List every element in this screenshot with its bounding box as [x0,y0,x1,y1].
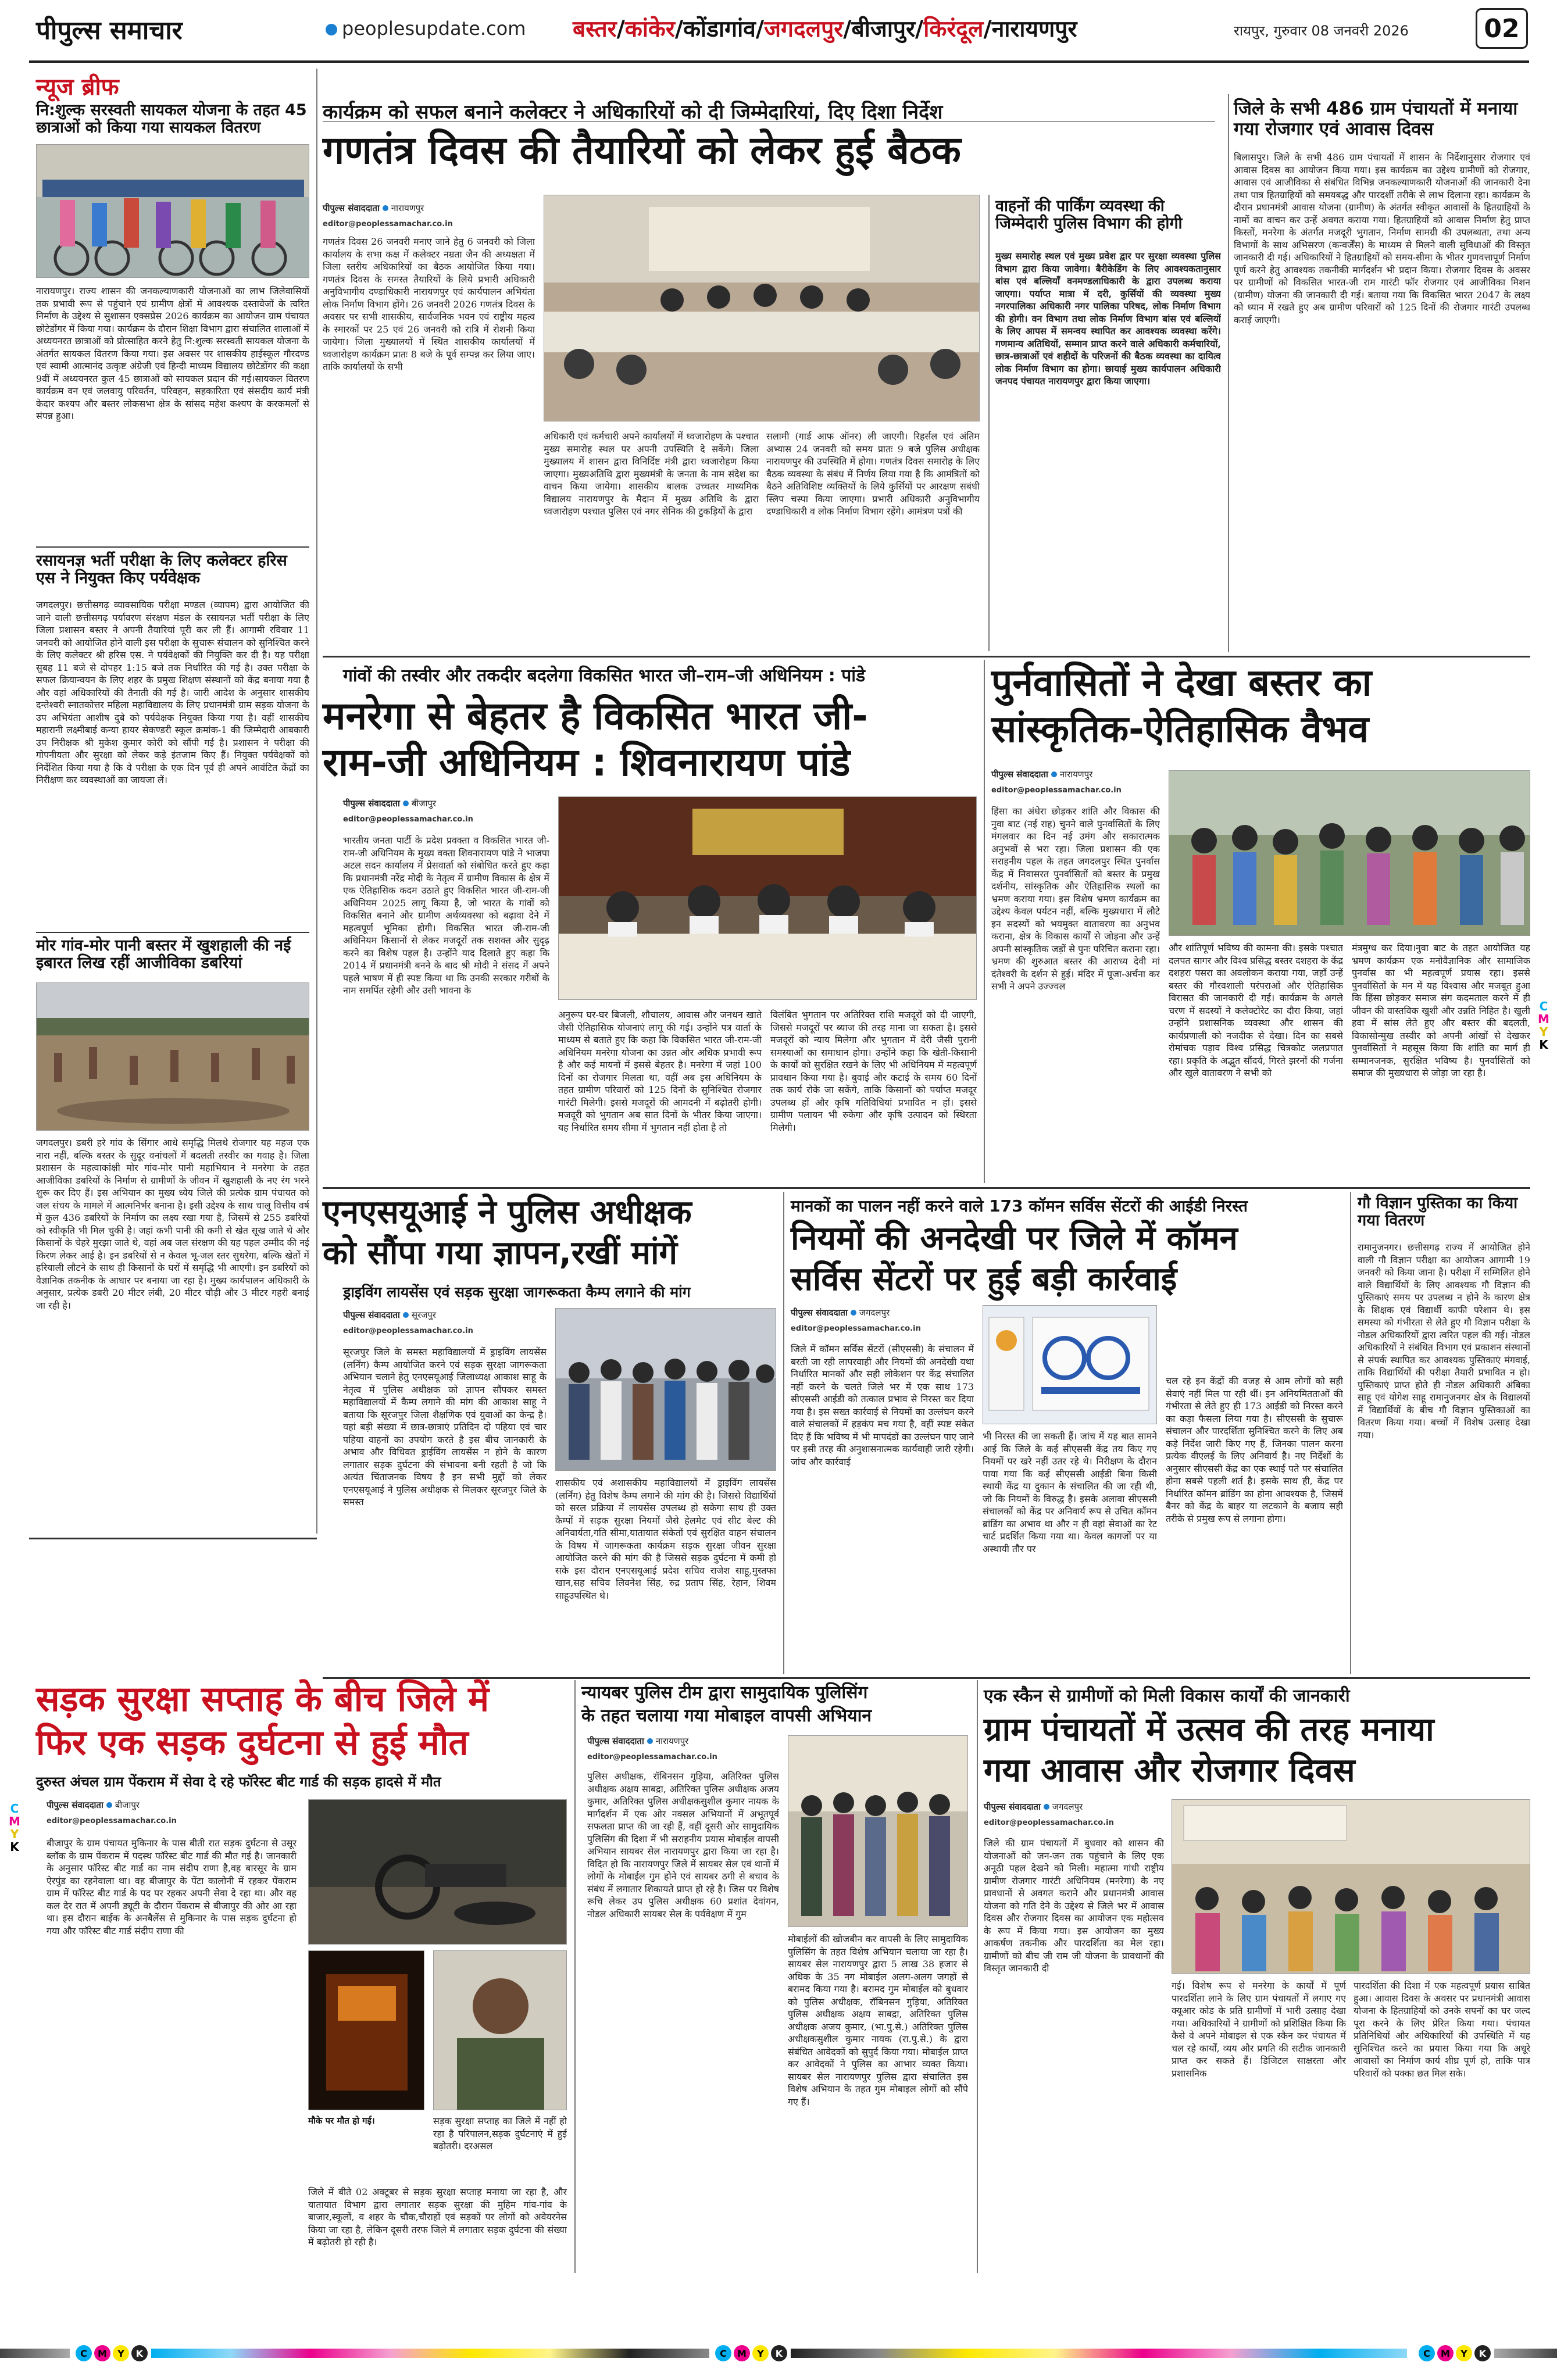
press-conference-image [559,797,977,1000]
nsui-byline-name: पीपुल्स संवाददाता [343,1310,400,1320]
cultural-body-col3: मंत्रमुग्ध कर दिया।नुवा बाट के तहत आयोजित यह भ्रमण कार्यक्रम एक मनोवैज्ञानिक और सामाजिक पुनर्वास का भी महत्वपूर्ण प्रयास रहा। इससे पुनर्वासितों के मन में यह विश्वास और मजबूत हुआ कि हिंसा छोड़कर समाज संग कदमताल करने में ही जीवन की वास्तविक खुशी और उन्नति निहित है। खुली हवा में सांस लेते हुए और बस्तर की बदलती, विकासोन्मुख तस्वीर को अपनी आंखों से देखकर पुनर्वासितों ने महसूस किया कि शांति का मार्ग ही सम्मानजनक, सुरक्षित भविष्य है। पुनर्वासितों को समाज की मुख्यधारा से जोड़ा जा रहा है। [1352,942,1530,1078]
nsui-subhead: ड्राइविंग लायसेंस एवं सड़क सुरक्षा जागरूकता कैम्प लगाने की मांग [343,1284,691,1300]
cow-headline: गौ विज्ञान पुस्तिका का किया गया वितरण [1358,1194,1518,1230]
nsui-photo [555,1308,776,1471]
csc-body-col3: चल रहे इन केंद्रों की वजह से आम लोगों को सही सेवाएं नहीं मिल पा रही थीं। इन अनियमितताओं की गंभीरता से लेते हुए ही 173 आईडी को निरस्त करने का कड़ा फैसला लिया गया है। सीएससी के सुचारू संचालन और पारदर्शिता सुनिश्चित करने के लिए अब कड़े निर्देश जारी किए गए हैं, जिनका पालन करना प्रत्येक वीएलई के लिए अनिवार्य है। नए निर्देशों के अनुसार सीएससी केंद्र का एक स्थाई पते पर संचालित होना सबसे पहली शर्त है। इसके साथ ही, केंद्र पर निर्धारित कॉमन ब्रांडिंग का होना आवश्यक है, जिसमें बैनर को केंद्र के बाहर या लटकाने के बजाय सही तरीके से प्रमुख रूप से लगाना होगा। [1166,1375,1343,1524]
district-separator: / [915,16,924,42]
panchayat-photo [1172,1799,1530,1974]
police-photo [788,1735,968,1927]
panchayat-email[interactable]: editor@peoplessamachar.co.in [984,1818,1114,1827]
bullet-icon [1051,771,1057,777]
csc-headline-2: सर्विस सेंटरों पर हुई बड़ी कार्रवाई [791,1260,1177,1298]
road-photo-1 [308,1799,567,1945]
csc-email[interactable]: editor@peoplessamachar.co.in [791,1324,921,1333]
brief-1-headline: नि:शुल्क सरस्वती सायकल योजना के तहत 45 छात्राओं को किया गया सायकल वितरण [36,101,307,137]
district-name: किरंदूल [923,16,984,42]
police-email[interactable]: editor@peoplessamachar.co.in [587,1753,717,1761]
cultural-body-col1: हिंसा का अंधेरा छोड़कर शांति और विकास की नुवा बाट (नई राह) चुनने वाले पुनर्वासितों के लिए मंगलवार का दिन नई उमंग और सकारात्मक अनुभवों से भरा रहा। जिला प्रशासन की एक सराहनीय पहल के तहत जगदलपुर स्थित पुनर्वास केंद्र में निवासरत पुनर्वासितों को बस्तर के प्रमुख दर्शनीय, सांस्कृतिक और ऐतिहासिक स्थलों का भ्रमण कराया गया। इस विशेष भ्रमण कार्यक्रम का उद्देश्य केवल पर्यटन नहीं, बल्कि मुख्यधारा में लौटे इन सदस्यों को भयमुक्त वातावरण का अनुभव कराना, क्षेत्र के विकास कार्यों से जोड़ना और उन्हें अपनी सांस्कृतिक जड़ों से पुनः परिचित कराना रहा। भ्रमण की शुरुआत बस्तर की आराध्य देवी मां दंतेश्वरी के दर्शन से हुई। मंदिर में पूजा-अर्चना कर सभी ने अपने उज्ज्वल [991,806,1160,992]
mnrega-photo [558,796,977,1000]
rt-headline: जिले के सभी 486 ग्राम पंचायतों में मनाया गया रोजगार एवं आवास दिवस [1234,98,1518,140]
masthead [0,0,1557,58]
col-divider-left [316,69,317,1534]
district-strip [573,13,1077,44]
dateline: रायपुर, गुरुवार 08 जनवरी 2026 [1234,23,1409,39]
brief-3-body: जगदलपुर। डबरी हरे गांव के सिंगार आधे समृद्धि मिलथे रोजगार यह महज एक नारा नहीं, बल्कि बस्तर के सुदूर वनांचलों में बदलती तस्वीर का गवाह है। जिला प्रशासन के महत्वाकांक्षी मोर गांव-मोर पानी महाभियान ने मनरेगा के तहत आजीविका डबरियों के निर्माण से ग्रामीणों के जीवन में खुशहाली के नए रंग भरने शुरू कर दिए हैं। इस अभियान का मुख्य ध्येय जिले की प्रत्येक ग्राम पंचायत को जल संचय के मामले में आत्मनिर्भर बनाना है। इसी उद्देश्य के साथ चालू वित्तीय वर्ष में कुल 436 डबरियों के निर्माण का लक्ष्य रखा गया है, जिसमें से 255 डबरियों को स्वीकृति भी मिल चुकी है। जहां कभी पानी की कमी से खेत सूख जाते थे और किसानों के चेहरे मुरझा जाते थे, वहां अब जल संरक्षण की यह पहल उम्मीद की नई किरण लेकर आई है। इन डबरियों से न केवल भू-जल स्तर सुधरेगा, बल्कि खेतों में हरियाली लौटने के साथ ही किसानों के घरों में समृद्धि भी आएगी। इन डबरियों को वैज्ञानिक तकनीक के आधार पर बनाया जा रहा है। मुख्य कार्यपालन अधिकारी के अनुसार, प्रत्येक डबरी 20 मीटर लंबी, 20 मीटर चौड़ी और 3 मीटर गहरी बनाई जा रही है। [36,1137,309,1311]
group-visit-image [1169,771,1530,936]
meeting-hall-image [544,195,980,421]
district-separator: / [755,16,765,42]
police-byline [587,1735,688,1747]
panchayat-kicker: एक स्कैन से ग्रामीणों को मिली विकास कार्यों की जानकारी [984,1686,1350,1706]
district-name: कांकेर [624,16,675,42]
news-brief-title [36,70,119,102]
mid-divider [984,660,985,1183]
csc-byline [791,1307,890,1318]
csc-byline-name: पीपुल्स संवाददाता [791,1307,848,1318]
panchayat-body-col3: पारदर्शिता की दिशा में एक महत्वपूर्ण प्रयास साबित हुआ। आवास दिवस के अवसर पर प्रधानमंत्री आवास योजना के हितग्राहियों को उनके सपनों का घर जल्द पूरा करने के लिए प्रेरित किया गया। पंचायत प्रतिनिधियों और अधिकारियों की उपस्थिति में यह सुनिश्चित करने का प्रयास किया गया कि अधूरे आवासों का निर्माण कार्य शीघ्र पूर्ण हो, ताकि पात्र परिवारों को पक्का छत मिल सके। [1354,1980,1530,2079]
csc-headline-1: नियमों की अनदेखी पर जिले में कॉमन [791,1220,1238,1257]
bullet-icon [403,801,409,806]
lead-headline: गणतंत्र दिवस की तैयारियों को लेकर हुई बैठक [323,128,961,173]
bullet-icon [383,205,388,211]
district-separator: / [674,16,684,42]
panchayat-body-col1: जिले की ग्राम पंचायतों में बुधवार को शासन की योजनाओं को जन-जन तक पहुंचाने के लिए एक अनूठी पहल देखने को मिली। महात्मा गांधी राष्ट्रीय ग्रामीण रोजगार गारंटी अधिनियम (मनरेगा) के नए प्रावधानों से अवगत कराने और प्रधानमंत्री आवास योजना को गति देने के उद्देश्य से जिले भर में आवास दिवस और रोजगार दिवस का आयोजन एक महोत्सव के रूप में किया गया। इस आयोजन का मुख्य आकर्षण तकनीक और पारदर्शिता का मेल रहा। ग्रामीणों को बीच जी राम जी योजना के प्रावधानों की विस्तृत जानकारी दी [984,1838,1164,1974]
road-subhead: दुरुस्त अंचल ग्राम पेंकराम में सेवा दे रहे फॉरेस्ट बीट गार्ड की सड़क हादसे में मौत [36,1774,441,1790]
lead-side-divider [988,195,990,651]
lead-subhead: वाहनों की पार्किंग व्यवस्था की जिम्मेदारी पुलिस विभाग की होगी [995,197,1183,233]
victim-portrait-image [434,1951,567,2110]
bullet-icon [106,1802,112,1808]
police-byline-place: नारायणपुर [655,1736,689,1746]
lead-sidebar: मुख्य समारोह स्थल एवं मुख्य प्रवेश द्वार पर सुरक्षा व्यवस्था पुलिस विभाग द्वारा किया जावेगा। बैरीकेडिंग के लिए आवश्यकतानुसार बांस एवं बल्लियाँ वनमण्डलाधिकारी के द्वारा उपलब्ध कराया जाएगा। पर्याप्त मात्रा में दरी, कुर्सियों की व्यवस्था मुख्य नगरपालिका अधिकारी नगर पालिका परिषद, लोक निर्माण विभाग की होगी। वन विभाग तथा लोक निर्माण विभाग बांस एवं बल्लियों के लिए आपस में समन्वय स्थापित कर आवश्यक व्यवस्था करेंगे। गणमान्य अतिथियों, सम्मान प्राप्त करने वाले अधिकारी कर्मचारियों, छात्र-छात्राओं एवं शहीदों के परिजनों की बैठक व्यवस्था का दायित्व लोक निर्माण विभाग का होगा। छायाई मुख्य कार्यपालन अधिकारी जनपद पंचायत नारायणपुर द्वारा किया जाएगा। [995,251,1221,387]
panchayat-headline-1: ग्राम पंचायतों में उत्सव की तरह मनाया [984,1711,1434,1749]
mnrega-body-col2: अनुरूप घर-घर बिजली, शौचालय, आवास और जनधन खाते जैसी ऐतिहासिक योजनाएं लागू की गई। उन्होंने पत्र वार्ता के माध्यम से बताते हुए कि कहा कि विकसित भारत जी-राम-जी अधिनियम मनरेगा योजना का उन्नत और अधिक प्रभावी रूप है और कई मायनों में इससे बेहतर है। मनरेगा में जहां 100 दिनों का रोजगार मिलता था, वहीं अब इस अधिनियम के तहत ग्रामीण परिवारों को 125 दिनों के सुनिश्चित रोजगार गारंटी मिलेगी। इससे मजदूरों की आमदनी में बढ़ोतरी होगी। मजदूरी को भुगतान अब सात दिनों के भीतर किया जाएगा। यह निर्धारित समय सीमा में भुगतान नहीं होता है तो [558,1009,762,1133]
csc-body-col1: जिले में कॉमन सर्विस सेंटरों (सीएससी) के संचालन में बरती जा रही लापरवाही और नियमों की अनदेखी यथा निर्धारित मानकों और सही लोकेशन पर केंद्र संचालित नहीं करने के चलते जिले भर में एक साथ 173 सीएससी आईडी को तत्काल प्रभाव से निरस्त कर दिया गया है। इस सख्त कार्रवाई से नियमों का उल्लंघन करने वाले संचालकों में हड़कंप मच गया है, वहीं स्पष्ट संकेत दिए हैं कि भविष्य में भी मापदंडों का उल्लंघन पाए जाने पर इसी तरह की अनुशासनात्मक कार्यवाही जारी रहेगी। जांच और कार्रवाई [791,1343,974,1467]
cultural-photo [1169,770,1530,936]
section-rule-4 [323,1677,1530,1679]
csc-photo [983,1305,1157,1424]
col-divider-right [1228,94,1229,652]
road-byline [47,1799,140,1811]
district-separator: / [843,16,852,42]
police-headline-1: न्यायबर पुलिस टीम द्वारा सामुदायिक पुलिसिंग [581,1682,868,1703]
brief-2-headline: रसायनज्ञ भर्ती परीक्षा के लिए कलेक्टर हरिस एस ने नियुक्त किए पर्यवेक्षक [36,552,287,588]
district-name: बीजापुर [851,16,916,42]
section-rule-2 [323,1187,1530,1189]
road-photo-3 [433,1950,567,2110]
night-scene-image [309,1951,424,2110]
panchayat-byline-place: जगदलपुर [1052,1802,1083,1812]
nsui-body-col2: शासकीय एवं अशासकीय महाविद्यालयों में ड्राइविंग लायसेंस (लर्निंग) हेतु विशेष कैम्प लगाने की मांग की है। जिससे विद्यार्थियों को सरल प्रक्रिया में लायसेंस उपलब्ध हो सकेगा साथ ही उक्त कैम्पों में सड़क सुरक्षा नियमों जैसे हेलमेट एवं सीट बेल्ट की अनिवार्यता,गति सीमा,यातायात संकेतों एवं सुरक्षित वाहन संचालन के विषय में जागरूकता कार्यक्रम सड़क सुरक्षा जीवन सुरक्षा आयोजित करने की मांग की है जिससे सड़क दुर्घटना में कमी हो सके इस दौरान एनएसयूआई प्रदेश सचिव राजेश साहू,मुस्तफा खान,सह सचिव लिवनेश सिंह, रुद्र प्रताप सिंह, रेहान, शिवम साहूउपस्थित थे। [555,1477,776,1601]
mnrega-byline-name: पीपुल्स संवाददाता [343,798,400,809]
accident-scene-image [309,1800,567,1945]
news-brief-title-text: न्यूज ब्रीफ [36,74,119,101]
mnrega-body-col1: भारतीय जनता पार्टी के प्रदेश प्रवक्ता व विकसित भारत जी-राम-जी अधिनियम के मुख्य वक्ता शिवनारायण पांडे ने भाजपा अटल सदन कार्यालय में प्रेसवार्ता को संबोधित करते हुए कहा कि प्रधानमंत्री नरेंद्र मोदी के नेतृत्व में ग्रामीण विकास के क्षेत्र में एक ऐतिहासिक कदम उठाते हुए विकसित भारत जी-राम-जी अधिनियम 2025 लागू किया है, जो भारत के गांवों को विकसित बनाने और ग्रामीण अर्थव्यवस्था को बढ़ावा देने में महत्वपूर्ण भूमिका होगी। विकसित भारत जी-राम-जी अधिनियम किसानों से लेकर मजदूरों तक सशक्त और सुदृढ़ करने का विशेष पहल है। उन्होंने याद दिलाते हुए कहा कि 2014 में प्रधानमंत्री बनने के बाद श्री मोदी ने संसद में अपने पहले भाषण में ही स्पष्ट किया था कि उनकी सरकार गरीबों के नाम समर्पित रहेगी और उसी भावना के [343,835,549,996]
nsui-body-col1: सूरजपुर जिले के समस्त महाविद्यालयों में ड्राइविंग लायसेंस (लर्निंग) कैम्प आयोजित करने एवं सड़क सुरक्षा जागरूकता अभियान चलाने हेतु एनएसयूआई जिलाध्यक्ष आकाश साहू के नेतृत्व में पुलिस अधीक्षक को ज्ञापन सौंपकर समस्त महाविद्यालयों में कैम्प लगाने की मांग की आकाश साहू ने बताया कि सूरजपुर जिला शैक्षणिक एवं युवाओं का केन्द्र है। यहां बड़ी संख्या में छात्र-छात्राएं प्रतिदिन दो पहिया एवं चार पहिया वाहनों का उपयोग करते है इस बीच जानकारी के अभाव और विधिवत ड्राईविंग लायसेंस न होने के कारण लगातार सड़क दुर्घटना की संभावना बनी रहती है जो कि अत्यंत चिंताजनक विषय है इन सभी मुद्दों को लेकर एनएसयूआई ने पुलिस अधीक्षक से मिलकर सूरजपुर जिले के समस्त [343,1346,547,1507]
cow-body: रामानुजनगर। छत्तीसगढ़ राज्य में आयोजित होने वाली गौ विज्ञान परीक्षा का आयोजन आगामी 19 जनवरी को किया जाना है। परीक्षा में सम्मिलित होने वाले विद्यार्थियों के लिए आवश्यक गौ विज्ञान की पुस्तिकाएं समय पर उपलब्ध न होने के कारण क्षेत्र के शिक्षक एवं विद्यार्थी काफी परेशान थे। इस समस्या को गंभीरता से लेते हुए गौ विज्ञान परीक्षा के नोडल अधिकारियों द्वारा त्वरित पहल की गई। नोडल अधिकारियों ने संबंधित विभाग एवं प्रकाशन संस्थानों से संपर्क स्थापित कर आवश्यक पुस्तिकाएं मंगवाई, ताकि विद्यार्थियों की परीक्षा तैयारी प्रभावित न हो। पुस्तिकाएं प्राप्त होते ही नोडल अधिकारी अंबिका साहू एवं योगेश साहू रामानुजनगर क्षेत्र के विद्यालयों में विद्यार्थियों के बीच गौ विज्ञान पुस्तिकाओं का वितरण किया गया। बच्चों में विशेष उत्साह देखा गया। [1358,1242,1530,1441]
nsui-headline-2: को सौंपा गया ज्ञापन,रखीं मांगें [323,1234,677,1272]
registration-marks-1: C M Y K [76,2345,148,2361]
page-number [1476,8,1528,49]
cultural-headline-1: पुर्नवासितों ने देखा बस्तर का [991,662,1372,705]
road-photo-2 [308,1950,424,2110]
bullet-icon [403,1312,409,1318]
district-separator: / [616,16,625,42]
csc-kicker: मानकों का पालन नहीं करने वाले 173 कॉमन सर्विस सेंटरों की आईडी निरस्त [791,1196,1248,1216]
road-caption: मौके पर मौत हो गई। [308,2115,375,2126]
brief-rule-1 [36,546,309,548]
csc-signboard-image [983,1306,1157,1424]
lead-kicker: कार्यक्रम को सफल बनाने कलेक्टर ने अधिकारियों को दी जिम्मेदारियां, दिए दिशा निर्देश [323,101,943,124]
logo-text: पीपुल्स समाचार [36,16,183,45]
brief-3-headline: मोर गांव-मोर पानी बस्तर में खुशहाली की नई इबारत लिख रहीं आजीविका डबरियां [36,937,291,973]
panchayat-byline [984,1801,1083,1813]
lead-body-col1: गणतंत्र दिवस 26 जनवरी मनाए जाने हेतु 6 जनवरी को जिला कार्यालय के सभा कक्ष में कलेक्टर नम्रता जैन की अध्यक्षता में जिला स्तरीय अधिकारियों का बैठक आयोजित किया गया। गणतंत्र दिवस के समस्त तैयारियों के लिये प्रभारी अधिकारी अनुविभागीय दण्डाधिकारी नारायणपुर एवं कार्यपालन अभियंता लोक निर्माण विभाग होंगे। 26 जनवरी 2026 गणतंत्र दिवस के अवसर पर सभी शासकीय, सार्वजनिक भवन एवं राष्ट्रीय महत्व के स्मारकों पर 25 एवं 26 जनवरी को रात्रि में रोशनी किया जायेगा। जिला मुख्यालयों में स्थित शासकीय कार्यालयों में ध्वजारोहण कार्यक्रम प्रातः 8 बजे के पूर्व सम्पन्न कर लिया जाए। ताकि कार्यालयों के सभी [323,236,535,372]
police-byline-name: पीपुल्स संवाददाता [587,1736,644,1746]
nsui-headline-1: एनएसयूआई ने पुलिस अधीक्षक [323,1193,692,1231]
nsui-divider [783,1192,784,1674]
site-url[interactable] [326,17,526,40]
cultural-byline [991,769,1092,780]
nsui-byline [343,1309,436,1321]
brief-1-body: नारायणपुर। राज्य शासन की जनकल्याणकारी योजनाओं का लाभ जिलेवासियों तक प्रभावी रूप से पहुंचाने एवं ग्रामीण क्षेत्रों में आवश्यक दस्तावेजों के त्वरित निर्माण के उद्देश्य से सुशासन एक्सप्रेस 2026 कार्यक्रम का आयोजन ग्राम पंचायत छोटेडोंगर में किया गया। कार्यक्रम के दौरान शिक्षा विभाग द्वारा संचालित शालाओं में अध्ययनरत छात्राओं को प्रोत्साहित करने हेतु नि:शुल्क सरस्वती सायकल योजना के अंतर्गत सायकल वितरण किया गया। इस अवसर पर शासकीय हाईस्कूल गौरदण्ड एवं स्वामी आत्मानंद उत्कृष्ट अंग्रेजी एवं हिन्दी माध्यम विद्यालय छोटेडोंगर की कक्षा 9वीं में अध्ययनरत कुल 45 छात्राओं को सायकल प्रदान की गई।सायकल वितरण कार्यक्रम वन एवं जलवायु परिवर्तन, परिवहन, सहकारिता एवं संसदीय कार्य मंत्री केदार कश्यप और बस्तर लोकसभा क्षेत्र के सांसद महेश कश्यप के करकमलों से संपन्न हुआ। [36,285,309,421]
brief-3-photo [36,982,309,1131]
lead-byline-place: नारायणपुर [391,203,424,213]
mnrega-kicker: गांवों की तस्वीर और तकदीर बदलेगा विकसित भारत जी–राम–जी अधिनियम : पांडे [343,666,866,686]
cultural-byline-place: नारायणपुर [1059,769,1093,780]
mnrega-byline [343,798,436,809]
color-bar-center-left [151,2349,709,2358]
color-bar-right [1494,2349,1557,2358]
registration-marks-2: C M Y K [715,2345,787,2361]
cmyk-side-mark-left: C M Y K [9,1802,20,1854]
lead-byline-name: पीपुल्स संवाददाता [323,203,380,213]
district-name: कोंडागांव [683,16,756,42]
lead-body-col2: अधिकारी एवं कर्मचारी अपने कार्यालयों में ध्वजारोहण के पश्चात मुख्य समारोह स्थल पर अपनी उपस्थिति दे सकेंगे। जिला मुख्यालय में शासन द्वारा विनिर्दिष्ट मंत्री द्वारा ध्वजारोहण किया जाएगा। मुख्यअतिथि द्वारा मुख्यमंत्री के जनता के नाम संदेश का वाचन किया जायेगा। शासकीय बालक उच्चतर माध्यमिक विद्यालय नारायणपुर के मैदान में मुख्य अतिथि के द्वारा ध्वजारोहण पश्चात पुलिस एवं नगर सेनिक की टुकड़ियों के द्वारा [544,431,759,517]
mnrega-headline-1: मनरेगा से बेहतर है विकसित भारत जी- [323,694,868,738]
road-byline-name: पीपुल्स संवाददाता [47,1800,103,1810]
color-bar-left [0,2349,70,2358]
brief-1-photo [36,144,309,278]
pond-digging-image [37,983,309,1131]
lead-email[interactable]: editor@peoplessamachar.co.in [323,220,453,228]
road-caption-2: सड़क सुरक्षा सप्ताह का जिले में नहीं हो रहा है परिपालन,सड़क दुर्घटनाएं में हुई बढ़ोतरी। दरअसल [433,2115,567,2152]
mnrega-email[interactable]: editor@peoplessamachar.co.in [343,815,473,824]
lead-photo [544,195,980,421]
panchayat-headline-2: गया आवास और रोजगार दिवस [984,1752,1355,1789]
site-url-text: peoplesupdate.com [342,17,526,40]
cultural-byline-name: पीपुल्स संवाददाता [991,769,1048,780]
cmyk-side-mark-right: C M Y K [1538,999,1549,1052]
road-email[interactable]: editor@peoplessamachar.co.in [47,1817,177,1825]
cultural-body-col2: और शांतिपूर्ण भविष्य की कामना की। इसके पश्चात दलपत सागर और विश्व प्रसिद्ध बस्तर दशहरा के केंद्र दशहरा पसरा का अवलोकन कराया गया, जहाँ उन्हें बस्तर की गौरवशाली परंपराओं और ऐतिहासिक विरासत की जानकारी दी गई। कार्यक्रम के अगले चरण में सदस्यों ने कलेक्टोरेट का दौरा किया, जहां उन्होंने प्रशासनिक व्यवस्था और शासन की कार्यप्रणाली को नजदीक से देखा। दिन का सबसे रोमांचक पड़ाव विश्व प्रसिद्ध चित्रकोट जलप्रपात रहा। प्रकृति के अद्भुत सौंदर्य, गिरते झरनों की गर्जना और खुले वातावरण ने सभी को [1169,942,1343,1078]
mnrega-headline-2: राम-जी अधिनियम : शिवनारायण पांडे [323,740,851,785]
csc-body-col2: भी निरस्त की जा सकती हैं। जांच में यह बात सामने आई कि जिले के कई सीएससी केंद्र तय किए गए नियमों पर खरे नहीं उतर रहे थे। निरीक्षण के दौरान पाया गया कि कई सीएससी आईडी बिना किसी स्थायी केंद्र या दुकान के संचालित की जा रही थी, जो कि नियमों के विरुद्ध है। इसके अलावा सीएससी संचालकों को केंद्र पर अनिवार्य रूप से उचित कॉमन ब्रांडिंग का अभाव था और न ही वहां सेवाओं का रेट चार्ट प्रदर्शित किया गया था। केवल कागजों पर या अस्थायी तौर पर [983,1431,1157,1554]
panchayat-byline-name: पीपुल्स संवाददाता [984,1802,1041,1812]
masthead-rule [29,60,1529,63]
road-headline-1: सड़क सुरक्षा सप्ताह के बीच जिले में [36,1679,489,1720]
cultural-email[interactable]: editor@peoplessamachar.co.in [991,786,1122,795]
police-headline-2: के तहत चलाया गया मोबाइल वापसी अभियान [581,1706,872,1726]
bullet-icon [1044,1804,1049,1810]
police-body-col2: मोबाईलों की खोजबीन कर वापसी के लिए सामुदायिक पुलिसिंग के तहत विशेष अभियान चलाया जा रहा है। सायबर सेल नारायणपुर द्वारा 5 लाख 38 हजार से अधिक के 35 नग मोबाईल अलग-अलग जगहों से बरामद किया गया है। बरामद गुम मोबाईल को बुधवार को पुलिस अधीक्षक, रॉबिनसन गुड़िया, अतिरिक्त पुलिस अधीक्षक अक्षय साबद्रा, अतिरिक्त पुलिस अधीक्षक अजय कुमार, (भा.पु.से.) अतिरिक्त पुलिस अधीक्षकसुशील कुमार नायक (रा.पु.से.) के द्वारा संबंधित आवेदकों को सुपुर्द किया गया। मोबाईल प्राप्त कर आवेदकों ने पुलिस का आभार व्यक्त किया। सायबर सेल नारायणपुर पुलिस द्वारा संचालित इस विशेष अभियान के तहत गुम मोबाइल लोगों को सौंपे गए हैं। [788,1934,968,2107]
logo [36,12,183,47]
gram-sabha-image [1172,1800,1530,1974]
globe-icon [326,24,337,35]
brief-rule-2 [36,932,309,933]
lead-byline [323,202,424,214]
cow-divider [1350,1192,1351,1674]
section-rule-1 [323,656,1530,657]
section-rule-3 [29,1538,317,1539]
csc-byline-place: जगदलपुर [859,1307,890,1318]
district-name: जगदलपुर [764,16,844,42]
district-name: नारायणपुर [991,16,1077,42]
cycle-distribution-image [37,145,309,278]
road-body-col1: बीजापुर के ग्राम पंचायत मुकिनार के पास बीती रात सड़क दुर्घटना से उसूर ब्लॉक के ग्राम पेंकराम में पदस्थ फॉरेस्ट बीट गार्ड की मौत गई है। जानकारी के अनुसार फॉरेस्ट बीट गार्ड का नाम संदीप राणा है,वह बारसूर के ग्राम ऐरपुंड का रहनेवाला था। वह बीजापुर के पेंटा कालोनी में रहकर पेंकराम ग्राम में फॉरेस्ट बीट गार्ड के पद पर रहकर अपनी सेवा दे रहा था। और वह कल देर रात में अपनी ड्यूटी के दौरान पेंकराम से बीजापुर की ओर आ रहा था। इस दौरान बाईक के अनबैलेंस से मुकिनार के पास सड़क दुर्घटना हो गया और फॉरेस्ट बीट गार्ड संदीप राणा की [47,1838,297,1936]
road-headline-2: फिर एक सड़क दुर्घटना से हुई मौत [36,1723,469,1763]
color-bar-center-right [791,2349,1407,2358]
mnrega-byline-place: बीजापुर [411,798,436,809]
nsui-email[interactable]: editor@peoplessamachar.co.in [343,1327,473,1335]
bullet-icon [851,1310,856,1316]
nsui-byline-place: सूरजपुर [411,1310,436,1320]
police-divider [977,1680,978,2273]
police-body-col1: पुलिस अधीक्षक, रॉबिनसन गुड़िया, अतिरिक्त पुलिस अधीक्षक अक्षय साबद्रा, अतिरिक्त पुलिस अधीक्षक अजय कुमार, अतिरिक्त पुलिस अधीक्षकसुशील कुमार नायक के मार्गदर्शन में एक ओर नक्सल अभियानों में अभूतपूर्व सफलता प्राप्त की जा रही हैं, वहीं दूसरी ओर सामुदायिक पुलिसिंग की दिशा में भी सराहनीय प्रयास मोबाईल वापसी अभियान सायबर सेल नारायणपुर द्वारा किया जा रहा है। विदित हो कि नारायणपुर जिले में सायबर सेल एवं थानों में लोगों के मोबाईल गुम होने एवं सायबर ठगी से बचाव के संबंध में लगातार शिकायते प्राप्त हो रहे है। जिस पर विशेष रूचि लेकर उप पुलिस अधीक्षक 60 प्रशांत देवांगन, नोडल अधिकारी सायबर सेल के पर्यवेक्षण में गुम [587,1771,779,1920]
district-name: बस्तर [573,16,617,42]
lead-body-col3: सलामी (गार्ड आफ ऑनर) ली जाएगी। रिहर्सल एवं अंतिम अभ्यास 24 जनवरी को समय प्रातः 9 बजे पुलिस अधीक्षक नारायणपुर की उपस्थिति में होगा। गणतंत्र दिवस समारोह के लिए बैठक व्यवस्था के संबंध में निर्णय लिया गया है कि आमंत्रितों को बैठने अतिविशिष्ट व्यक्तियों के लिये कुर्सियों पर आरक्षण सबंधी स्लिप चस्पा किया जाएगा। प्रभारी अधिकारी अनुविभागीय दण्डाधिकारी व लोक निर्माण विभाग रहेंगे। आमंत्रण पत्रों की [766,431,980,517]
memorandum-group-image [556,1309,776,1471]
bullet-icon [647,1738,653,1744]
road-divider [574,1680,576,2273]
cultural-headline-2: सांस्कृतिक-ऐतिहासिक वैभव [991,708,1369,751]
road-body-col2: जिले में बीते 02 अक्टूबर से सड़क सुरक्षा सप्ताह मनाया जा रहा है, और यातायात विभाग द्वारा लगातार सड़क सुरक्षा की मुहिम गांव-गांव के बाजार,स्कूलों, व शहर के चौक,चौराहों एवं सड़कों पर लोगों को अवेयरनेस किया जा रहा है, लेकिन दूसरी तरफ जिले में लगातार सड़क दुर्घटना की संख्या में बढ़ोतरी हो रही है। [308,2186,567,2247]
brief-2-body: जगदलपुर। छत्तीसगढ़ व्यावसायिक परीक्षा मण्डल (व्यापम) द्वारा आयोजित की जाने वाली छत्तीसगढ़ पर्यावरण संरक्षण मंडल के रसायनज्ञ भर्ती परीक्षा के लिए जिला प्रशासन बस्तर ने अपनी तैयारियां पूरी कर ली हैं। आगामी रविवार 11 जनवरी को आयोजित होने वाली इस परीक्षा के सुचारू संचालन को सुनिश्चित करने के लिए कलेक्टर श्री हरिस एस. ने पर्यवेक्षकों की नियुक्ति कर दी है। यह परीक्षा सुबह 11 बजे से दोपहर 1:15 बजे तक निर्धारित की गई है। उक्त परीक्षा के सफल क्रियान्वयन के लिए शहर के प्रमुख शिक्षण संस्थानों को केंद्र बनाया गया है और वहां अधिकारियों की तैनाती की गई है। जारी आदेश के अनुसार शासकीय दन्तेश्वरी स्नातकोत्तर महिला महाविद्यालय के लिए प्रधानमंत्री ग्राम सड़क योजना के उप अभियंता आशीष दुबे को पर्यवेक्षक नियुक्त किया गया है। वहीं शासकीय महारानी लक्ष्मीबाई कन्या हायर सेकण्डरी स्कूल क्रमांक-1 की जिम्मेदारी आबकारी उप निरीक्षक श्री मुकेश कुमार कोरी को सौंपी गई है। प्रशासन ने परीक्षा की गोपनीयता और सुरक्षा को लेकर कड़े इंतजाम किए हैं। नियुक्त पर्यवेक्षकों को निर्देशित किया गया है कि वे परीक्षा के एक दिन पूर्व ही अपने आवंटित केंद्रों का निरीक्षण कर व्यवस्थाओं का जायजा लें। [36,599,309,785]
page-number-text: 02 [1484,13,1520,44]
panchayat-body-col2: गई। विशेष रूप से मनरेगा के कार्यों में पूर्ण पारदर्शिता लाने के लिए ग्राम पंचायतों में लगाए गए क्यूआर कोड के प्रति ग्रामीणों में भारी उत्साह देखा गया। अधिकारियों ने ग्रामीणों को प्रशिक्षित किया कि कैसे वे अपने मोबाइल से एक स्कैन कर पंचायत में चल रहे कार्यों, व्यय और प्रगति की सटीक जानकारी प्राप्त कर सकते हैं। डिजिटल साक्षरता और प्रशासनिक [1172,1980,1346,2079]
mobile-return-image [788,1736,968,1927]
registration-marks-3: C M Y K [1419,2345,1491,2361]
rt-body: बिलासपुर। जिले के सभी 486 ग्राम पंचायतों में शासन के निर्देशानुसार रोजगार एवं आवास दिवस का आयोजन किया गया। इस कार्यक्रम का उद्देश्य ग्रामीणों को रोजगार, आवास एवं आजीविका से संबंधित विभिन्न जनकल्याणकारी योजनाओं की जानकारी देना तथा पात्र हितग्राहियों को समयबद्ध और पारदर्शी तरीके से लाभ दिलाना रहा। कार्यक्रम के दौरान प्रधानमंत्री आवास योजना (ग्रामीण) के अंतर्गत स्वीकृत आवासों के हितग्राहियों के नामों का वाचन कर उन्हें अवगत कराया गया। हितग्राहियों को आवास निर्माण हेतु प्राप्त किस्तों, मनरेगा के अंतर्गत मजदूरी भुगतान, निर्माण सामग्री की उपलब्धता, तथा अन्य विभागों के साथ अभिसरण (कन्वर्जेंस) के माध्यम से मिलने वाली सुविधाओं की विस्तृत जानकारी दी गई। अधिकारियों ने हितग्राहियों को समय-सीमा के भीतर गुणवत्तापूर्ण निर्माण पूर्ण करने हेतु आवश्यक तकनीकी मार्गदर्शन भी प्रदान किया। रोजगार दिवस के अवसर पर ग्रामीणों को विकसित भारत-जी राम गारंटी फॉर रोजगार एवं आजीविका मिशन (ग्रामीण) योजना की जानकारी दी गई। बताया गया कि विकसित भारत 2047 के लक्ष्य को ध्यान में रखते हुए अब ग्रामीण परिवारों को 125 दिनों की रोजगार गारंटी उपलब्ध कराई जाएगी। [1234,152,1530,326]
district-separator: / [983,16,992,42]
road-byline-place: बीजापुर [115,1800,140,1810]
mnrega-body-col3: विलंबित भुगतान पर अतिरिक्त राशि मजदूरों को दी जाएगी, जिससे मजदूरों पर ब्याज की तरह माना जा सकता है। इससे मजदूरों को न्याय मिलेगा और भुगतान में देरी जैसी पुरानी समस्याओं का समाधान होगा। उन्होंने कहा कि खेती-किसानी के कार्यों को सुरक्षित रखने के लिए भी अधिनियम में महत्वपूर्ण प्रावधान किया गया है। बुवाई और कटाई के समय 60 दिनों तक कार्य रोके जा सकेंगे, ताकि किसानों को पर्याप्त मजदूर उपलब्ध हों और कृषि गतिविधियां प्रभावित न हों। इससे ग्रामीण पलायन भी रुकेगा और कृषि उत्पादन को स्थिरता मिलेगी। [770,1009,977,1133]
